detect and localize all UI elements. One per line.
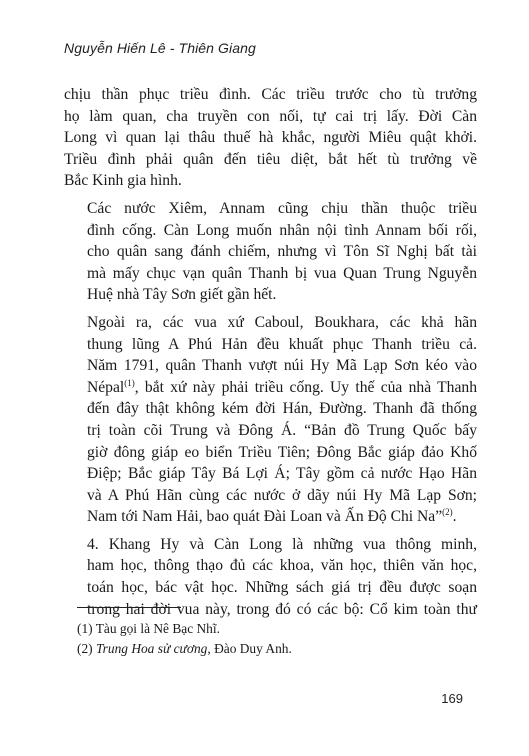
text-line: Long vì quan lại thâu thuế hà khắc, người Miêu quật khởi. xyxy=(64,129,477,147)
body-text xyxy=(64,84,477,626)
text-line: 4. Khang Hy và Càn Long là những vua thông minh, xyxy=(87,535,477,553)
text-line: và A Phú Hãn cùng các nước ở dãy núi Hy Mã Lạp Sơn; xyxy=(87,486,477,504)
paragraph-1 xyxy=(64,84,477,192)
text-line: cho quân sang đánh chiếm, nhưng vì Tôn Sĩ Nghị bất tài xyxy=(87,243,477,261)
text-line: trị toàn cõi Trung và Đông Á. “Bản đồ Trung Quốc bấy xyxy=(87,421,477,439)
text-line: Ngoài ra, các vua xứ Caboul, Boukhara, các khả hãn xyxy=(87,313,477,331)
text-line: Điệp; Bắc giáp Tây Bá Lợi Á; Tây gồm cả nước Hạo Hãn xyxy=(87,465,477,483)
text-line xyxy=(64,377,477,399)
text-line: chịu thần phục triều đình. Các triều trước cho tù trưởng xyxy=(64,86,477,103)
paragraph-2 xyxy=(64,198,477,306)
text-line: toán học, bác vật học. Những sách giá trị đều được soạn xyxy=(87,579,477,597)
footnotes xyxy=(77,619,477,659)
text-line: ham học, thông thạo đủ các khoa, văn học, thiên văn học, xyxy=(87,557,477,575)
text-line: trong hai đời vua này, trong đó có các bộ: Cổ kim toàn thư xyxy=(87,600,477,618)
footnote-1: (1) Tàu gọi là Nê Bạc Nhĩ. xyxy=(77,621,220,636)
text-line: đến đây thật không kém đời Hán, Đường. Thanh đã thống xyxy=(87,400,477,418)
text-line xyxy=(64,506,477,528)
text-line: Năm 1791, quân Thanh vượt núi Hy Mã Lạp Sơn kéo vào xyxy=(87,357,477,375)
footnote-2 xyxy=(77,639,477,659)
footnote-author: , Đào Duy Anh. xyxy=(207,641,292,656)
text-fragment: , bắt xứ này phải triều cống. Uy thế của nhà Thanh xyxy=(134,378,477,396)
footnote-ref-1[interactable]: (1) xyxy=(124,377,135,388)
text-line: đình cống. Càn Long muốn nhân nội tình Annam bối rối, xyxy=(87,221,477,239)
footnote-marker: (2) xyxy=(77,641,96,656)
text-line: Huệ nhà Tây Sơn giết gần hết. xyxy=(87,286,277,304)
text-fragment: Nam tới Nam Hải, bao quát Đài Loan và Ấn Độ Chi Na” xyxy=(87,508,443,526)
footnote-book-title: Trung Hoa sử cương xyxy=(95,641,208,656)
footnote-divider xyxy=(77,607,181,608)
text-line: Các nước Xiêm, Annam cũng chịu thần thuộc triều xyxy=(87,199,477,217)
place-name: Népal xyxy=(87,378,125,396)
text-line: giờ đông giáp eo biển Triều Tiên; Đông Bắc giáp đảo Khố xyxy=(87,443,477,461)
text-line: Bắc Kinh gia hình. xyxy=(64,172,182,190)
page-number: 169 xyxy=(441,691,463,706)
text-fragment: . xyxy=(452,508,457,526)
text-line: mà mấy chục vạn quân Thanh bị vua Quan Trung Nguyễn xyxy=(87,264,477,282)
text-line: Triều đình phải quân đến tiêu diệt, bắt hết tù trưởng về xyxy=(64,150,477,168)
running-header: Nguyễn Hiến Lê - Thiên Giang xyxy=(64,40,256,56)
text-line: thung lũng A Phú Hản đều khuất phục Thanh triều cả. xyxy=(87,335,477,353)
paragraph-3 xyxy=(64,312,477,528)
text-line: họ làm quan, cha truyền con nối, tự cai trị lấy. Đời Càn xyxy=(64,107,477,125)
footnote-ref-2[interactable]: (2) xyxy=(442,507,453,518)
